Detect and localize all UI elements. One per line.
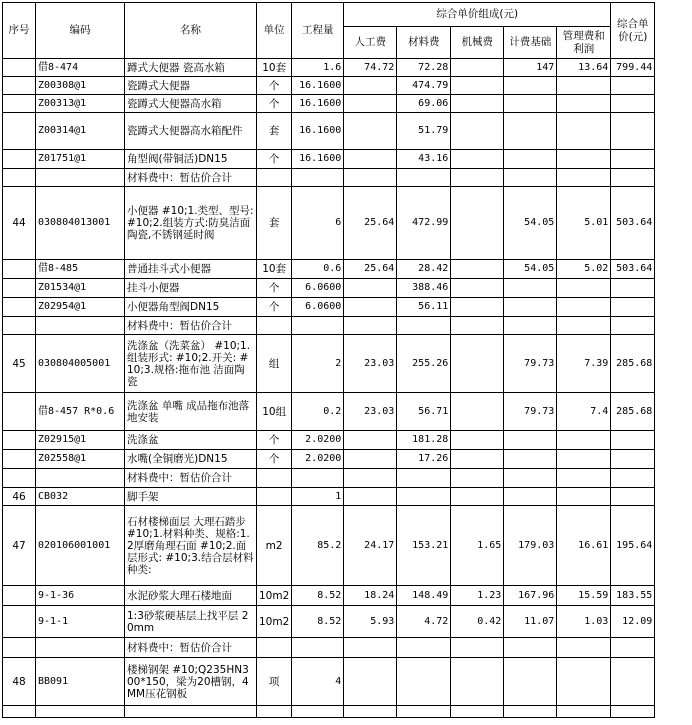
header-unit-price[interactable]: 综合单价(元) bbox=[611, 3, 655, 59]
cell-fee-base[interactable] bbox=[504, 488, 557, 506]
cell-unit[interactable]: 套 bbox=[257, 187, 292, 260]
cell-code[interactable]: CB032 bbox=[36, 488, 125, 506]
cell-material[interactable]: 56.11 bbox=[397, 298, 451, 317]
cell-quantity[interactable] bbox=[292, 469, 344, 488]
cell-unit[interactable]: 个 bbox=[257, 298, 292, 317]
cell-material[interactable]: 388.46 bbox=[397, 279, 451, 298]
table-row bbox=[3, 638, 655, 658]
cell-quantity[interactable]: 4 bbox=[292, 658, 344, 706]
cell-name[interactable]: 洗涤盆 单嘴 成品拖布池落地安装 bbox=[125, 393, 257, 431]
cell-seq[interactable] bbox=[3, 450, 36, 469]
cell-management-profit[interactable]: 16.61 bbox=[557, 506, 611, 586]
cell-management-profit[interactable]: 13.64 bbox=[557, 59, 611, 77]
cell-material[interactable]: 255.26 bbox=[397, 335, 451, 393]
cell-fee-base[interactable]: 79.73 bbox=[504, 393, 557, 431]
header-name[interactable]: 名称 bbox=[125, 3, 257, 59]
cell-name[interactable]: 蹲式大便器 瓷高水箱 bbox=[125, 59, 257, 77]
table-row bbox=[3, 187, 655, 260]
cell-name[interactable]: 瓷蹲式大便器 bbox=[125, 77, 257, 95]
cell-machine[interactable] bbox=[451, 658, 504, 706]
cell-name[interactable]: 小便器 #10;1.类型、型号: #10;2.组装方式:防臭洁面陶瓷,不锈钢延时阀 bbox=[125, 187, 257, 260]
cell-machine[interactable] bbox=[451, 335, 504, 393]
cell-seq[interactable] bbox=[3, 113, 36, 150]
header-fee-base[interactable]: 计费基础 bbox=[504, 27, 557, 59]
table-row bbox=[3, 113, 655, 150]
cell-fee-base[interactable]: 54.05 bbox=[504, 187, 557, 260]
cell-fee-base[interactable] bbox=[504, 95, 557, 113]
table-row bbox=[3, 77, 655, 95]
cell-unit-price[interactable]: 195.64 bbox=[611, 506, 655, 586]
cell-unit[interactable] bbox=[257, 488, 292, 506]
cell-machine[interactable] bbox=[451, 431, 504, 450]
cell-machine[interactable] bbox=[451, 59, 504, 77]
cell-unit-price[interactable] bbox=[611, 150, 655, 169]
cell-seq[interactable] bbox=[3, 606, 36, 638]
cell-quantity[interactable] bbox=[292, 638, 344, 658]
cell-name[interactable]: 材料费中：暂估价合计 bbox=[125, 317, 257, 335]
cell-unit[interactable]: 10m2 bbox=[257, 586, 292, 606]
cell-machine[interactable] bbox=[451, 450, 504, 469]
cell-material[interactable]: 153.21 bbox=[397, 506, 451, 586]
cell-quantity[interactable]: 85.2 bbox=[292, 506, 344, 586]
cell-quantity[interactable]: 16.1600 bbox=[292, 150, 344, 169]
cell-seq[interactable]: 46 bbox=[3, 488, 36, 506]
cell-quantity[interactable]: 2.0200 bbox=[292, 431, 344, 450]
table-row bbox=[3, 95, 655, 113]
header-management-profit[interactable]: 管理费和利润 bbox=[557, 27, 611, 59]
cell-fee-base[interactable]: 79.73 bbox=[504, 335, 557, 393]
cell-seq[interactable] bbox=[3, 469, 36, 488]
cell-unit[interactable]: 10组 bbox=[257, 393, 292, 431]
cell-machine[interactable] bbox=[451, 169, 504, 187]
cell-labor[interactable] bbox=[344, 450, 397, 469]
cell-name[interactable]: 小便器角型阀DN15 bbox=[125, 298, 257, 317]
cell-labor[interactable] bbox=[344, 95, 397, 113]
cell-code[interactable] bbox=[36, 638, 125, 658]
cell-unit[interactable]: 个 bbox=[257, 77, 292, 95]
cell-quantity[interactable]: 16.1600 bbox=[292, 113, 344, 150]
cell-fee-base[interactable] bbox=[504, 658, 557, 706]
cell-management-profit[interactable] bbox=[557, 77, 611, 95]
cell-material[interactable]: 474.79 bbox=[397, 77, 451, 95]
cell-seq[interactable] bbox=[3, 150, 36, 169]
cell-name[interactable]: 材料费中：暂估价合计 bbox=[125, 638, 257, 658]
cell-code[interactable]: 借8-474 bbox=[36, 59, 125, 77]
cell-labor[interactable]: 24.17 bbox=[344, 506, 397, 586]
table-row bbox=[3, 59, 655, 77]
cell-name[interactable]: 材料费中：暂估价合计 bbox=[125, 169, 257, 187]
header-unit[interactable]: 单位 bbox=[257, 3, 292, 59]
cell-unit-price[interactable]: 285.68 bbox=[611, 393, 655, 431]
cell-fee-base[interactable]: 167.96 bbox=[504, 586, 557, 606]
cell-fee-base[interactable] bbox=[504, 169, 557, 187]
cell-name[interactable]: 洗涤盆（洗菜盆） #10;1.组装形式: #10;2.开关: #10;3.规格:拖布池 洁面陶瓷 bbox=[125, 335, 257, 393]
cell-labor[interactable] bbox=[344, 431, 397, 450]
cell-management-profit[interactable] bbox=[557, 469, 611, 488]
table-row bbox=[3, 469, 655, 488]
cell-management-profit[interactable] bbox=[557, 450, 611, 469]
cell-unit-price[interactable] bbox=[611, 469, 655, 488]
cell-unit-price[interactable]: 183.55 bbox=[611, 586, 655, 606]
cell-management-profit[interactable] bbox=[557, 113, 611, 150]
cell-material[interactable] bbox=[397, 169, 451, 187]
cell-machine[interactable] bbox=[451, 393, 504, 431]
cell-seq[interactable] bbox=[3, 317, 36, 335]
table-row bbox=[3, 335, 655, 393]
cell-seq[interactable] bbox=[3, 298, 36, 317]
cell-labor[interactable]: 23.03 bbox=[344, 335, 397, 393]
cell-code[interactable]: 9-1-1 bbox=[36, 606, 125, 638]
cell-management-profit[interactable]: 7.4 bbox=[557, 393, 611, 431]
cell-unit-price[interactable] bbox=[611, 431, 655, 450]
table-body bbox=[3, 59, 655, 718]
cell-labor[interactable] bbox=[344, 77, 397, 95]
cell-code[interactable]: 借8-485 bbox=[36, 260, 125, 279]
cell-seq[interactable]: 47 bbox=[3, 506, 36, 586]
cell-fee-base[interactable] bbox=[504, 431, 557, 450]
cell-quantity[interactable]: 16.1600 bbox=[292, 77, 344, 95]
cell-seq[interactable] bbox=[3, 59, 36, 77]
cell-code[interactable]: Z02558@1 bbox=[36, 450, 125, 469]
cell-unit[interactable]: 套 bbox=[257, 113, 292, 150]
cell-labor[interactable] bbox=[344, 469, 397, 488]
cell-machine[interactable] bbox=[451, 317, 504, 335]
cell-seq[interactable]: 48 bbox=[3, 658, 36, 706]
cell-quantity[interactable] bbox=[292, 317, 344, 335]
table-row bbox=[3, 706, 655, 718]
cell-fee-base[interactable] bbox=[504, 279, 557, 298]
cell-management-profit[interactable] bbox=[557, 638, 611, 658]
cell-material[interactable]: 4.72 bbox=[397, 606, 451, 638]
cell-machine[interactable] bbox=[451, 488, 504, 506]
cell-seq[interactable] bbox=[3, 706, 36, 718]
cell-code[interactable]: Z01751@1 bbox=[36, 150, 125, 169]
cell-code[interactable]: Z00313@1 bbox=[36, 95, 125, 113]
cell-unit-price[interactable] bbox=[611, 706, 655, 718]
cell-management-profit[interactable] bbox=[557, 431, 611, 450]
cell-unit[interactable]: 个 bbox=[257, 150, 292, 169]
cell-quantity[interactable]: 0.6 bbox=[292, 260, 344, 279]
cell-fee-base[interactable] bbox=[504, 450, 557, 469]
cell-machine[interactable]: 0.42 bbox=[451, 606, 504, 638]
cell-labor[interactable] bbox=[344, 488, 397, 506]
cell-labor[interactable] bbox=[344, 279, 397, 298]
cell-seq[interactable]: 44 bbox=[3, 187, 36, 260]
cell-labor[interactable] bbox=[344, 317, 397, 335]
cell-management-profit[interactable]: 5.02 bbox=[557, 260, 611, 279]
header-labor[interactable]: 人工费 bbox=[344, 27, 397, 59]
cell-management-profit[interactable] bbox=[557, 317, 611, 335]
cell-labor[interactable] bbox=[344, 150, 397, 169]
cell-code[interactable]: BB091 bbox=[36, 658, 125, 706]
cell-labor[interactable]: 18.24 bbox=[344, 586, 397, 606]
cell-unit-price[interactable]: 12.09 bbox=[611, 606, 655, 638]
cell-name[interactable]: 水嘴(全铜磨光)DN15 bbox=[125, 450, 257, 469]
cell-material[interactable]: 28.42 bbox=[397, 260, 451, 279]
cell-material[interactable]: 72.28 bbox=[397, 59, 451, 77]
cell-name[interactable]: 1:3砂浆硬基层上找平层 20mm bbox=[125, 606, 257, 638]
cell-material[interactable]: 56.71 bbox=[397, 393, 451, 431]
cell-machine[interactable] bbox=[451, 638, 504, 658]
table-row bbox=[3, 431, 655, 450]
cell-code[interactable]: 借8-457 R*0.6 bbox=[36, 393, 125, 431]
cell-code[interactable]: 030804013001 bbox=[36, 187, 125, 260]
cell-fee-base[interactable] bbox=[504, 706, 557, 718]
cell-material[interactable]: 148.49 bbox=[397, 586, 451, 606]
cell-unit[interactable] bbox=[257, 317, 292, 335]
cell-quantity[interactable]: 2 bbox=[292, 335, 344, 393]
cell-machine[interactable]: 1.23 bbox=[451, 586, 504, 606]
cell-material[interactable]: 181.28 bbox=[397, 431, 451, 450]
cell-unit[interactable]: 10套 bbox=[257, 59, 292, 77]
cell-fee-base[interactable]: 147 bbox=[504, 59, 557, 77]
cell-labor[interactable] bbox=[344, 169, 397, 187]
cell-labor[interactable]: 74.72 bbox=[344, 59, 397, 77]
table-row bbox=[3, 393, 655, 431]
header-quantity[interactable]: 工程量 bbox=[292, 3, 344, 59]
cell-code[interactable]: 030804005001 bbox=[36, 335, 125, 393]
cell-labor[interactable]: 5.93 bbox=[344, 606, 397, 638]
table-row bbox=[3, 586, 655, 606]
cell-name[interactable]: 挂斗小便器 bbox=[125, 279, 257, 298]
cell-machine[interactable] bbox=[451, 113, 504, 150]
cell-code[interactable] bbox=[36, 169, 125, 187]
cell-material[interactable] bbox=[397, 658, 451, 706]
cell-fee-base[interactable]: 54.05 bbox=[504, 260, 557, 279]
cell-quantity[interactable] bbox=[292, 169, 344, 187]
cell-unit-price[interactable] bbox=[611, 450, 655, 469]
unit-price-table bbox=[2, 2, 655, 718]
cell-unit-price[interactable]: 799.44 bbox=[611, 59, 655, 77]
cell-management-profit[interactable] bbox=[557, 95, 611, 113]
cell-seq[interactable]: 45 bbox=[3, 335, 36, 393]
cell-name[interactable]: 角型阀(带铜活)DN15 bbox=[125, 150, 257, 169]
cell-name[interactable]: 脚手架 bbox=[125, 488, 257, 506]
cell-unit-price[interactable]: 503.64 bbox=[611, 187, 655, 260]
cell-unit-price[interactable] bbox=[611, 658, 655, 706]
cell-unit-price[interactable] bbox=[611, 298, 655, 317]
cell-unit[interactable] bbox=[257, 469, 292, 488]
cell-unit-price[interactable] bbox=[611, 77, 655, 95]
cell-code[interactable] bbox=[36, 706, 125, 718]
table-row bbox=[3, 606, 655, 638]
cell-machine[interactable] bbox=[451, 260, 504, 279]
cell-labor[interactable]: 25.64 bbox=[344, 260, 397, 279]
table-row bbox=[3, 506, 655, 586]
cell-seq[interactable] bbox=[3, 95, 36, 113]
cell-management-profit[interactable] bbox=[557, 658, 611, 706]
cell-seq[interactable] bbox=[3, 431, 36, 450]
cell-management-profit[interactable]: 7.39 bbox=[557, 335, 611, 393]
cell-management-profit[interactable] bbox=[557, 279, 611, 298]
cell-unit[interactable]: 个 bbox=[257, 450, 292, 469]
cell-material[interactable]: 69.06 bbox=[397, 95, 451, 113]
cell-material[interactable] bbox=[397, 488, 451, 506]
cell-code[interactable]: Z00308@1 bbox=[36, 77, 125, 95]
cell-fee-base[interactable] bbox=[504, 150, 557, 169]
cell-unit[interactable] bbox=[257, 169, 292, 187]
cell-seq[interactable] bbox=[3, 260, 36, 279]
cell-fee-base[interactable] bbox=[504, 638, 557, 658]
cell-name[interactable]: 普通挂斗式小便器 bbox=[125, 260, 257, 279]
cell-seq[interactable] bbox=[3, 169, 36, 187]
cell-unit[interactable]: 项 bbox=[257, 658, 292, 706]
cell-material[interactable] bbox=[397, 706, 451, 718]
header-price-composition[interactable]: 综合单价组成(元) bbox=[344, 3, 611, 27]
cell-unit-price[interactable]: 285.68 bbox=[611, 335, 655, 393]
cell-unit-price[interactable] bbox=[611, 488, 655, 506]
cell-quantity[interactable]: 6.0600 bbox=[292, 298, 344, 317]
table-row bbox=[3, 658, 655, 706]
cell-management-profit[interactable] bbox=[557, 298, 611, 317]
cell-quantity[interactable]: 6.0600 bbox=[292, 279, 344, 298]
cell-unit[interactable]: 10m2 bbox=[257, 606, 292, 638]
cell-material[interactable]: 472.99 bbox=[397, 187, 451, 260]
cell-unit-price[interactable]: 503.64 bbox=[611, 260, 655, 279]
cell-machine[interactable] bbox=[451, 77, 504, 95]
cell-management-profit[interactable] bbox=[557, 488, 611, 506]
cell-fee-base[interactable] bbox=[504, 298, 557, 317]
cell-fee-base[interactable] bbox=[504, 469, 557, 488]
table-row bbox=[3, 298, 655, 317]
cell-labor[interactable] bbox=[344, 638, 397, 658]
header-code[interactable]: 编码 bbox=[36, 3, 125, 59]
cell-seq[interactable] bbox=[3, 586, 36, 606]
cell-name[interactable]: 材料费中：暂估价合计 bbox=[125, 469, 257, 488]
cell-code[interactable]: Z02954@1 bbox=[36, 298, 125, 317]
cell-unit[interactable]: 10套 bbox=[257, 260, 292, 279]
cell-material[interactable] bbox=[397, 638, 451, 658]
cell-machine[interactable] bbox=[451, 298, 504, 317]
cell-name[interactable]: 瓷蹲式大便器高水箱 bbox=[125, 95, 257, 113]
cell-machine[interactable] bbox=[451, 150, 504, 169]
cell-name[interactable]: 洗涤盆 bbox=[125, 431, 257, 450]
cell-fee-base[interactable]: 179.03 bbox=[504, 506, 557, 586]
cell-machine[interactable] bbox=[451, 187, 504, 260]
cell-quantity[interactable]: 8.52 bbox=[292, 586, 344, 606]
cell-machine[interactable] bbox=[451, 706, 504, 718]
table-row bbox=[3, 150, 655, 169]
spreadsheet bbox=[2, 2, 655, 718]
cell-labor[interactable]: 23.03 bbox=[344, 393, 397, 431]
cell-quantity[interactable] bbox=[292, 706, 344, 718]
cell-code[interactable]: 9-1-36 bbox=[36, 586, 125, 606]
cell-management-profit[interactable]: 1.03 bbox=[557, 606, 611, 638]
cell-material[interactable]: 43.16 bbox=[397, 150, 451, 169]
cell-fee-base[interactable]: 11.07 bbox=[504, 606, 557, 638]
cell-name[interactable]: 楼梯钢架 #10;Q235HN300*150，梁为20槽钢，4MM压花钢板 bbox=[125, 658, 257, 706]
cell-machine[interactable] bbox=[451, 279, 504, 298]
cell-quantity[interactable]: 6 bbox=[292, 187, 344, 260]
cell-unit-price[interactable] bbox=[611, 638, 655, 658]
cell-code[interactable]: Z02915@1 bbox=[36, 431, 125, 450]
cell-fee-base[interactable] bbox=[504, 77, 557, 95]
cell-quantity[interactable]: 8.52 bbox=[292, 606, 344, 638]
cell-unit[interactable]: 个 bbox=[257, 95, 292, 113]
cell-code[interactable] bbox=[36, 469, 125, 488]
cell-unit[interactable]: 组 bbox=[257, 335, 292, 393]
cell-quantity[interactable]: 2.0200 bbox=[292, 450, 344, 469]
header-material[interactable]: 材料费 bbox=[397, 27, 451, 59]
cell-quantity[interactable]: 16.1600 bbox=[292, 95, 344, 113]
cell-unit-price[interactable] bbox=[611, 169, 655, 187]
cell-unit[interactable] bbox=[257, 638, 292, 658]
cell-code[interactable]: Z01534@1 bbox=[36, 279, 125, 298]
cell-labor[interactable] bbox=[344, 706, 397, 718]
cell-name[interactable]: 瓷蹲式大便器高水箱配件 bbox=[125, 113, 257, 150]
cell-name[interactable]: 水泥砂浆大理石楼地面 bbox=[125, 586, 257, 606]
cell-seq[interactable] bbox=[3, 393, 36, 431]
cell-management-profit[interactable] bbox=[557, 150, 611, 169]
cell-machine[interactable] bbox=[451, 469, 504, 488]
cell-unit-price[interactable] bbox=[611, 95, 655, 113]
cell-seq[interactable] bbox=[3, 279, 36, 298]
cell-labor[interactable] bbox=[344, 298, 397, 317]
cell-code[interactable]: 020106001001 bbox=[36, 506, 125, 586]
cell-material[interactable]: 51.79 bbox=[397, 113, 451, 150]
cell-unit[interactable] bbox=[257, 706, 292, 718]
cell-quantity[interactable]: 1.6 bbox=[292, 59, 344, 77]
cell-fee-base[interactable] bbox=[504, 113, 557, 150]
cell-labor[interactable] bbox=[344, 658, 397, 706]
cell-unit-price[interactable] bbox=[611, 317, 655, 335]
cell-code[interactable]: Z00314@1 bbox=[36, 113, 125, 150]
cell-labor[interactable] bbox=[344, 113, 397, 150]
cell-machine[interactable]: 1.65 bbox=[451, 506, 504, 586]
cell-seq[interactable] bbox=[3, 77, 36, 95]
header-machine[interactable]: 机械费 bbox=[451, 27, 504, 59]
cell-quantity[interactable]: 1 bbox=[292, 488, 344, 506]
table-row bbox=[3, 488, 655, 506]
cell-unit[interactable]: 个 bbox=[257, 279, 292, 298]
cell-fee-base[interactable] bbox=[504, 317, 557, 335]
cell-material[interactable] bbox=[397, 317, 451, 335]
cell-name[interactable] bbox=[125, 706, 257, 718]
header-seq[interactable]: 序号 bbox=[3, 3, 36, 59]
table-row bbox=[3, 260, 655, 279]
cell-material[interactable]: 17.26 bbox=[397, 450, 451, 469]
cell-management-profit[interactable] bbox=[557, 169, 611, 187]
table-row bbox=[3, 169, 655, 187]
table-row bbox=[3, 450, 655, 469]
cell-unit-price[interactable] bbox=[611, 279, 655, 298]
cell-machine[interactable] bbox=[451, 95, 504, 113]
table-row bbox=[3, 317, 655, 335]
cell-unit[interactable]: 个 bbox=[257, 431, 292, 450]
cell-seq[interactable] bbox=[3, 638, 36, 658]
cell-code[interactable] bbox=[36, 317, 125, 335]
cell-name[interactable]: 石材楼梯面层 大理石踏步 #10;1.材料种类、规格:1.2厚磨角理石面 #10;2.面层形式: #10;3.结合层材料种类: bbox=[125, 506, 257, 586]
cell-management-profit[interactable] bbox=[557, 706, 611, 718]
cell-quantity[interactable]: 0.2 bbox=[292, 393, 344, 431]
cell-management-profit[interactable]: 5.01 bbox=[557, 187, 611, 260]
cell-labor[interactable]: 25.64 bbox=[344, 187, 397, 260]
table-row bbox=[3, 279, 655, 298]
cell-unit[interactable]: m2 bbox=[257, 506, 292, 586]
cell-material[interactable] bbox=[397, 469, 451, 488]
cell-management-profit[interactable]: 15.59 bbox=[557, 586, 611, 606]
cell-unit-price[interactable] bbox=[611, 113, 655, 150]
